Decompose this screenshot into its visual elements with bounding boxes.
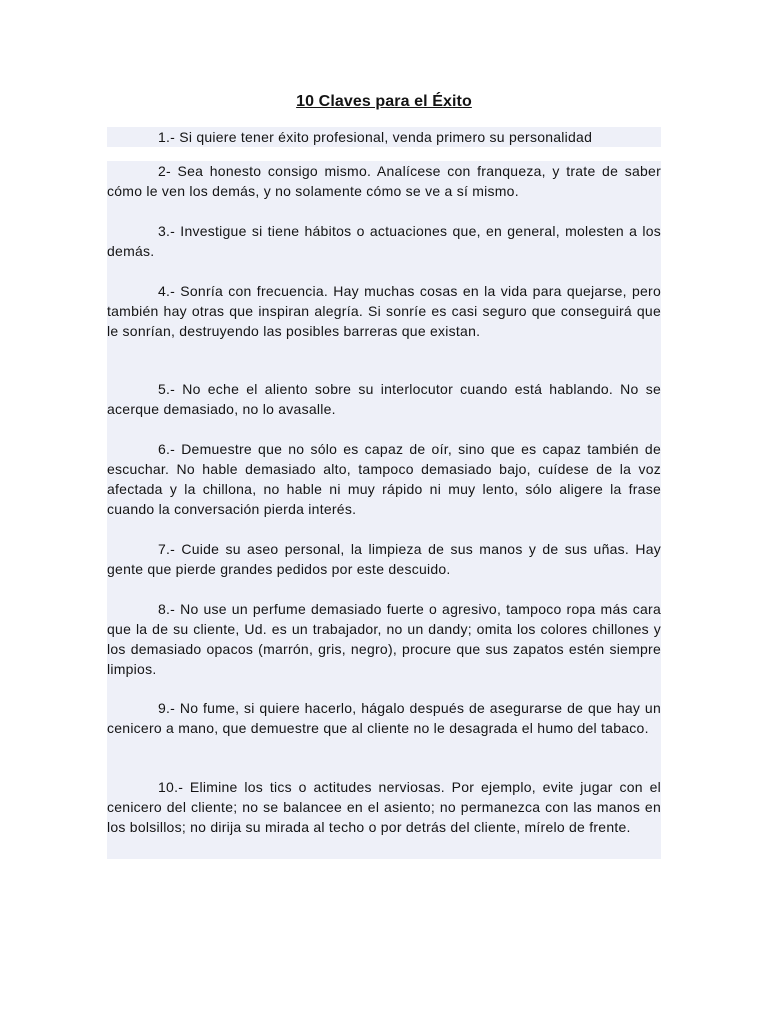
- list-item: 6.- Demuestre que no sólo es capaz de oír, sino que es capaz también de escuchar. No hable demasiado alto, tampoco demasiado bajo, cuídese de la voz afectada y la chillona, no hable ni muy rápido ni muy lento, sólo aligere la frase cuando la conversación pierda interés.: [107, 441, 661, 517]
- list-item: 10.- Elimine los tics o actitudes nerviosas. Por ejemplo, evite jugar con el cenicero del cliente; no se balancee en el asiento; no permanezca con las manos en los bolsillos; no dirija su mirada al techo o por detrás del cliente, mírelo de frente.: [107, 779, 661, 835]
- list-item: 7.- Cuide su aseo personal, la limpieza de sus manos y de sus uñas. Hay gente que pierde grandes pedidos por este descuido.: [107, 541, 661, 577]
- list-item: 3.- Investigue si tiene hábitos o actuaciones que, en general, molesten a los demás.: [107, 223, 661, 259]
- list-item: 1.- Si quiere tener éxito profesional, venda primero su personalidad: [158, 129, 593, 145]
- list-item: 5.- No eche el aliento sobre su interlocutor cuando está hablando. No se acerque demasiado, no lo avasalle.: [107, 381, 661, 417]
- list-item: 9.- No fume, si quiere hacerlo, hágalo después de asegurarse de que hay un cenicero a mano, que demuestre que al cliente no le desagrada el humo del tabaco.: [107, 700, 661, 736]
- list-item: 2- Sea honesto consigo mismo. Analícese con franqueza, y trate de saber cómo le ven los demás, y no solamente cómo se ve a sí mismo.: [107, 163, 661, 199]
- document-title: 10 Claves para el Éxito: [296, 93, 472, 110]
- list-item: 8.- No use un perfume demasiado fuerte o agresivo, tampoco ropa más cara que la de su cliente, Ud. es un trabajador, no un dandy; omita los colores chillones y los demasiado opacos (marrón, gris, negro), procure que sus zapatos estén siempre limpios.: [107, 601, 661, 677]
- list-item: 4.- Sonría con frecuencia. Hay muchas cosas en la vida para quejarse, pero también hay otras que inspiran alegría. Si sonríe es casi seguro que conseguirá que le sonrían, destruyendo las posibles barreras que existan.: [107, 283, 661, 339]
